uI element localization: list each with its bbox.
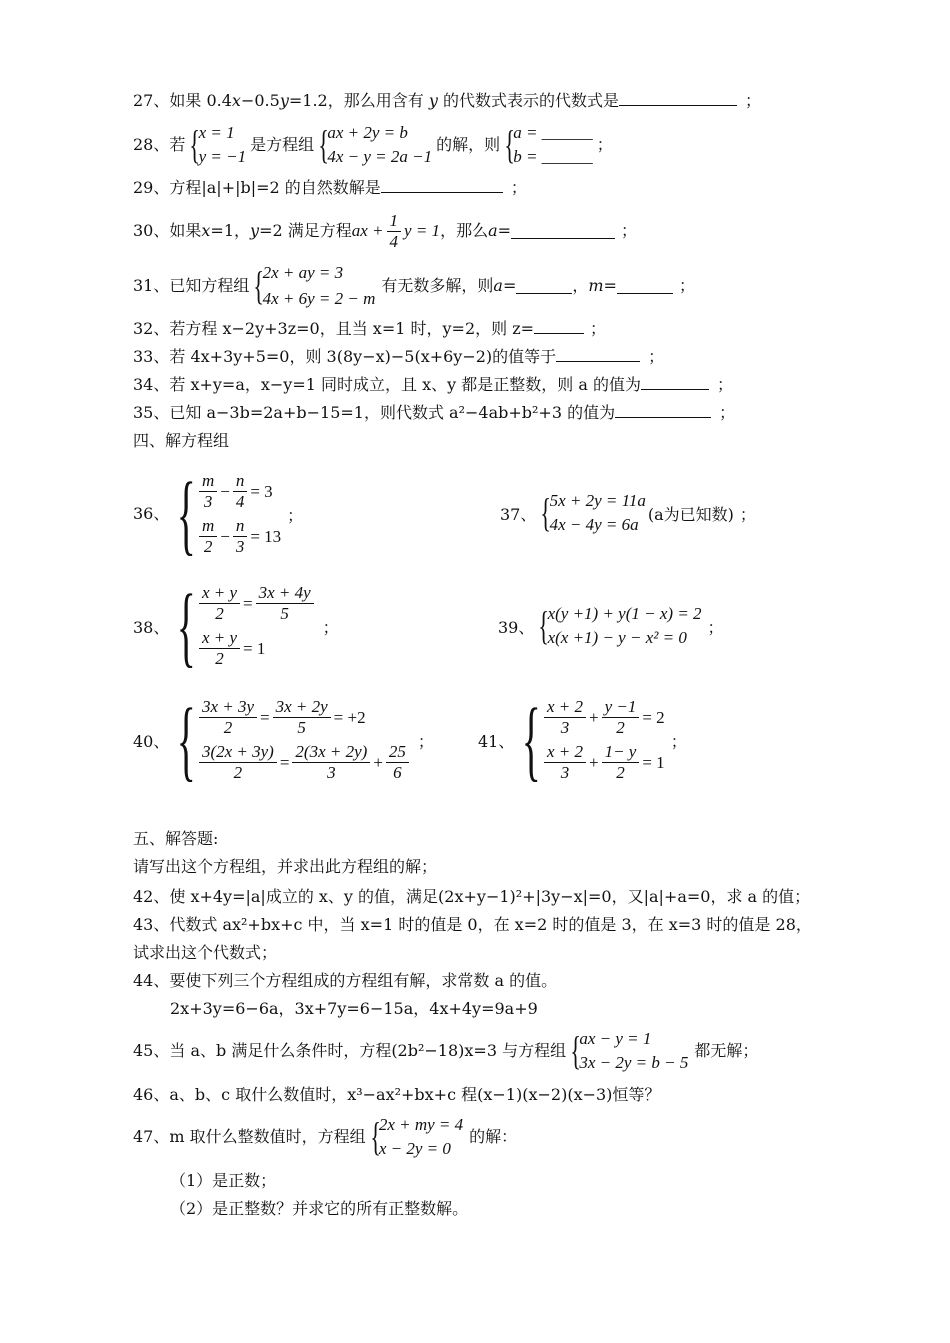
problem-44: 44、要使下列三个方程组成的方程组有解，求常数 a 的值。 — [133, 971, 558, 990]
brace-icon: { — [253, 263, 265, 308]
brace-icon: { — [177, 576, 197, 676]
problem-31: 31、 已知方程组 { 2x + ay = 3 4x + 6y = 2 − m 有无数多解，则 a = ， m = ； — [133, 263, 695, 308]
problem-44-equations: 2x+3y=6−6a，3x+7y=6−15a，4x+4y=9a+9 — [170, 999, 538, 1018]
system-39: 39、 { x(y +1) + y(1 − x) = 2 x(x +1) − y − x² = 0 ； — [498, 603, 724, 648]
system-38: 38、 { $\frac{x + y}{2}$ = $\frac{3x + 4y}{5}$ $\frac{x + y}{2}$ = 1 ； — [133, 576, 339, 676]
brace-icon: { — [177, 464, 197, 564]
answer-blank[interactable] — [641, 375, 709, 390]
system-37: 37、 { 5x + 2y = 11a 4x − 4y = 6a (a为已知数) ； — [500, 490, 756, 535]
problem-47-part-2: （2）是正整数？并求它的所有正整数解。 — [170, 1199, 469, 1218]
brace-icon: { — [189, 122, 201, 167]
answer-blank[interactable] — [381, 178, 503, 193]
brace-icon: { — [522, 690, 542, 790]
problem-47-part-1: （1）是正数； — [170, 1171, 277, 1190]
answer-blank[interactable] — [556, 347, 640, 362]
problem-30: 30、 如果 x =1， y =2 满足方程 ax + $\frac{1}{4}$ y = 1 ，那么 a = ； — [133, 210, 638, 251]
system-41: 41、 { $\frac{x + 2}{3}$ + $\frac{y -1}{2}$ = 2 $\frac{x + 2}{3}$ + $\frac{1- y}{2}$ = 1 ； — [478, 690, 687, 790]
problem-32: 32、若方程 x−2y+3z=0，且当 x=1 时，y=2，则 z= ； — [133, 319, 607, 338]
brace-icon: { — [318, 122, 329, 167]
brace-icon: { — [540, 490, 552, 535]
system-40: 40、 { $\frac{3x + 3y}{2}$ = $\frac{3x + 2y}{5}$ = +2 $\frac{3(2x + 3y)}{2}$ = $\frac{2(3x + 2y)}{3}$ + $\frac{25}{6}$ ； — [133, 690, 434, 790]
brace-icon: { — [177, 690, 197, 790]
problem-29: 29、方程|a|+|b|=2 的自然数解是 ； — [133, 178, 527, 197]
system-36: 36、 { $\frac{m}{3}$ − $\frac{n}{4}$ = 3 $\frac{m}{2}$ − $\frac{n}{3}$ = 13 ； — [133, 464, 304, 564]
problem-28: 28、 若 { x = 1 y = −1 是方程组 { ax + 2y = b 4x − y = 2a −1 的解，则 { a = ______ b = ______ ； — [133, 122, 613, 167]
answer-blank[interactable] — [511, 224, 615, 239]
brace-icon: { — [504, 122, 515, 167]
brace-icon: { — [369, 1114, 381, 1159]
fraction: $\frac{1}{4}$ — [387, 211, 402, 252]
section-4-title: 四、解方程组 — [133, 431, 230, 450]
answer-blank[interactable] — [619, 91, 737, 106]
problem-43: 43、代数式 ax²+bx+c 中，当 x=1 时的值是 0，在 x=2 时的值是 3，在 x=3 时的值是 28， — [133, 915, 812, 934]
brace-icon: { — [538, 603, 550, 648]
problem-42: 42、使 x+4y=|a|成立的 x、y 的值，满足(2x+y−1)²+|3y−x|=0，又|a|+a=0，求 a 的值； — [133, 887, 811, 906]
problem-27: 27、如果 0.4x−0.5y=1.2，那么用含有 y 的代数式表示的代数式是 ； — [133, 91, 761, 110]
problem-43-cont: 试求出这个代数式； — [133, 943, 278, 962]
problem-47: 47、m 取什么整数值时，方程组 { 2x + my = 4 x − 2y = 0 的解： — [133, 1114, 518, 1159]
section-5-title: 五、解答题: — [133, 829, 219, 848]
problem-46: 46、a、b、c 取什么数值时，x³−ax²+bx+c 程(x−1)(x−2)(x−3)恒等？ — [133, 1085, 661, 1104]
answer-blank[interactable] — [516, 279, 572, 294]
answer-blank[interactable] — [534, 319, 584, 334]
section-5-intro: 请写出这个方程组，并求出此方程组的解； — [133, 857, 438, 876]
problem-45: 45、当 a、b 满足什么条件时，方程(2b²−18)x=3 与方程组 { ax − y = 1 3x − 2y = b − 5 都无解； — [133, 1028, 759, 1073]
answer-blank[interactable] — [615, 403, 711, 418]
problem-34: 34、若 x+y=a，x−y=1 同时成立，且 x、y 都是正整数，则 a 的值为 ； — [133, 375, 733, 394]
problem-35: 35、已知 a−3b=2a+b−15=1，则代数式 a²−4ab+b²+3 的值为 ； — [133, 403, 736, 422]
brace-icon: { — [570, 1028, 581, 1073]
problem-33: 33、若 4x+3y+5=0，则 3(8y−x)−5(x+6y−2)的值等于 ； — [133, 347, 665, 366]
answer-blank[interactable] — [617, 279, 673, 294]
